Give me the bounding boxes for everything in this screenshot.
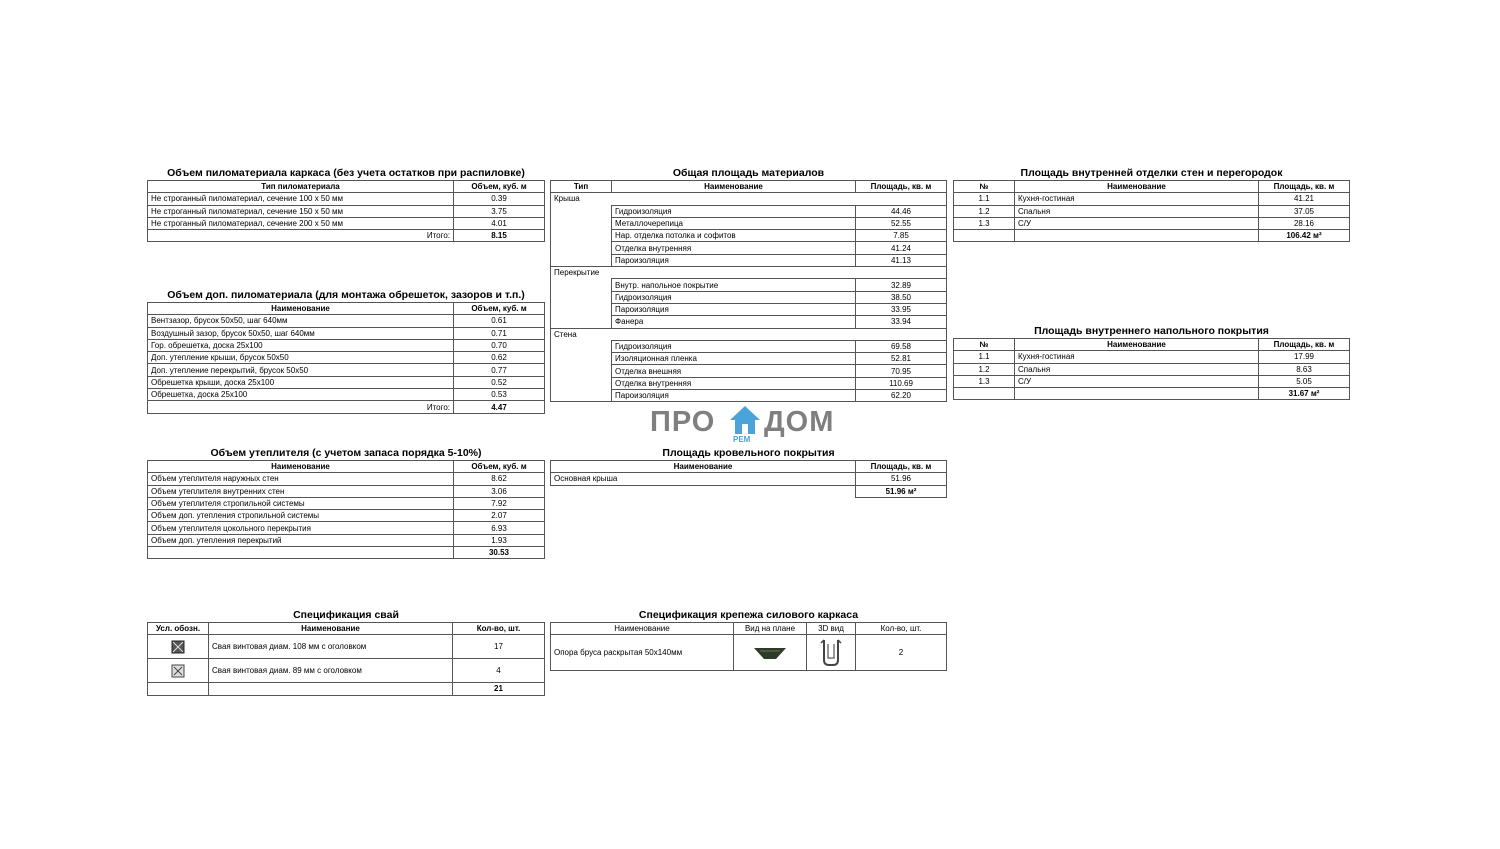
cell-name: Отделка внутренняя: [612, 242, 856, 254]
cell-value: 0.61: [454, 315, 545, 327]
table-row: [954, 205, 1350, 217]
cell-value: 2.07: [454, 510, 545, 522]
lumber-section: [147, 167, 545, 242]
cell-name: Объем доп. утепления перекрытий: [148, 534, 454, 546]
cell-value: 52.55: [856, 217, 947, 229]
cell-value: 0.52: [454, 376, 545, 388]
cell-value: 51.96: [856, 473, 947, 485]
cell-value: 8.63: [1259, 363, 1350, 375]
cell-number: 1.2: [954, 363, 1015, 375]
cell-name: Спальня: [1015, 363, 1259, 375]
total-row: [148, 547, 545, 559]
group-type: Стена: [551, 328, 947, 340]
total-empty-cell: [209, 683, 453, 695]
table-row: [551, 230, 947, 242]
table-row: [954, 193, 1350, 205]
column-header: Площадь, кв. м: [1259, 181, 1350, 193]
table-row: [954, 375, 1350, 387]
table-header-row: [954, 181, 1350, 193]
cell-value: 69.58: [856, 340, 947, 352]
cell-value: 3.06: [454, 485, 545, 497]
cell-value: 110.69: [856, 377, 947, 389]
add-lumber-table: [147, 302, 545, 414]
group-type: Перекрытие: [551, 267, 947, 279]
group-spacer: [551, 217, 612, 229]
total-value: 51.96 м²: [856, 485, 947, 497]
cell-value: 0.62: [454, 352, 545, 364]
group-row: [551, 267, 947, 279]
table-row: [148, 205, 545, 217]
table-header-row: [551, 623, 947, 635]
cell-name: Опора бруса раскрытая 50х140мм: [551, 635, 734, 671]
roof-table: [550, 460, 947, 498]
table-row: [954, 217, 1350, 229]
group-spacer: [551, 353, 612, 365]
cell-name: Воздушный зазор, брусок 50х50, шаг 640мм: [148, 327, 454, 339]
cell-name: Кухня-гостиная: [1015, 193, 1259, 205]
cell-value: 37.05: [1259, 205, 1350, 217]
insulation-title: Объем утеплителя (с учетом запаса порядка 5-10%): [210, 447, 482, 459]
cell-value: 28.16: [1259, 217, 1350, 229]
table-row: [148, 339, 545, 351]
roof-title: Площадь кровельного покрытия: [662, 447, 835, 459]
cell-name: Не строганный пиломатериал, сечение 200 х 50 мм: [148, 217, 454, 229]
piles-table: [147, 622, 545, 696]
cell-value: 7.92: [454, 497, 545, 509]
cell-value: 17.99: [1259, 351, 1350, 363]
column-header: Кол-во, шт.: [856, 623, 947, 635]
table-row: [148, 497, 545, 509]
group-spacer: [551, 340, 612, 352]
table-row: [551, 377, 947, 389]
add-lumber-title: Объем доп. пиломатериала (для монтажа обрешеток, зазоров и т.п.): [167, 289, 525, 301]
table-header-row: [148, 623, 545, 635]
cell-value: 5.05: [1259, 375, 1350, 387]
group-type: Крыша: [551, 193, 947, 205]
fasteners-table: [550, 622, 947, 671]
cell-qty: 2: [856, 635, 947, 671]
group-spacer: [551, 303, 612, 315]
column-header: Наименование: [612, 181, 856, 193]
materials-section: [550, 167, 947, 402]
cell-value: 0.39: [454, 193, 545, 205]
cell-value: 38.50: [856, 291, 947, 303]
cell-name: Объем утеплителя внутренних стен: [148, 485, 454, 497]
column-header: Объем, куб. м: [454, 181, 545, 193]
insulation-table: [147, 460, 545, 559]
cell-value: 4.01: [454, 217, 545, 229]
table-row: [551, 365, 947, 377]
pro-dom-logo: [650, 404, 850, 446]
cell-value: 62.20: [856, 390, 947, 402]
cell-value: 70.95: [856, 365, 947, 377]
total-value: 8.15: [454, 230, 545, 242]
total-row: [551, 485, 947, 497]
table-row: [551, 303, 947, 315]
cell-name: Изоляционная пленка: [612, 353, 856, 365]
table-header-row: [954, 339, 1350, 351]
cell-name: Гидроизоляция: [612, 205, 856, 217]
cell-name: Отделка внутренняя: [612, 377, 856, 389]
bracket-plan-icon: [752, 645, 788, 661]
table-row: [148, 327, 545, 339]
cell-name: Объем утеплителя наружных стен: [148, 473, 454, 485]
total-label: Итого:: [148, 401, 454, 413]
total-value: 30.53: [454, 547, 545, 559]
cell-name: Гор. обрешетка, доска 25х100: [148, 339, 454, 351]
cell-name: Внутр. напольное покрытие: [612, 279, 856, 291]
table-row: [551, 291, 947, 303]
column-header: Наименование: [1015, 339, 1259, 351]
piles-section: [147, 609, 545, 696]
group-spacer: [551, 205, 612, 217]
table-row: [551, 316, 947, 328]
cell-name: Доп. утепление крыши, брусок 50х50: [148, 352, 454, 364]
cell-name: Основная крыша: [551, 473, 856, 485]
table-row: [551, 473, 947, 485]
group-spacer: [551, 377, 612, 389]
total-empty-cell: [551, 485, 856, 497]
cell-name: Спальня: [1015, 205, 1259, 217]
walls-finish-title: Площадь внутренней отделки стен и перегородок: [1020, 167, 1283, 179]
total-empty-cell: [954, 388, 1015, 400]
column-header: Усл. обозн.: [148, 623, 209, 635]
table-row: [551, 635, 947, 671]
cell-name: Не строганный пиломатериал, сечение 150 х 50 мм: [148, 205, 454, 217]
group-spacer: [551, 291, 612, 303]
table-row: [551, 390, 947, 402]
logo-right-text: ДОМ: [764, 406, 835, 438]
floor-cover-title: Площадь внутреннего напольного покрытия: [1034, 325, 1269, 337]
table-row: [551, 205, 947, 217]
total-empty-cell: [148, 547, 454, 559]
cell-name: Отделка внешняя: [612, 365, 856, 377]
piles-title: Спецификация свай: [293, 609, 399, 621]
cell-value: 33.94: [856, 316, 947, 328]
cell-name: Гидроизоляция: [612, 340, 856, 352]
table-row: [148, 510, 545, 522]
cell-name: Пароизоляция: [612, 254, 856, 266]
cell-qty: 4: [453, 659, 545, 683]
column-header: Наименование: [148, 303, 454, 315]
column-header: №: [954, 339, 1015, 351]
cell-number: 1.1: [954, 193, 1015, 205]
table-row: [148, 364, 545, 376]
table-row: [551, 279, 947, 291]
column-header: Тип: [551, 181, 612, 193]
column-header: Площадь, кв. м: [856, 181, 947, 193]
column-header: Наименование: [551, 623, 734, 635]
cell-value: 41.24: [856, 242, 947, 254]
cell-value: 44.46: [856, 205, 947, 217]
table-row: [148, 352, 545, 364]
cell-name: Объем утеплителя цокольного перекрытия: [148, 522, 454, 534]
walls-finish-section: [953, 167, 1350, 242]
pile-89-icon: [171, 664, 185, 678]
cell-name: Вентзазор, брусок 50х50, шаг 640мм: [148, 315, 454, 327]
total-empty-cell: [954, 230, 1015, 242]
total-row: [954, 388, 1350, 400]
cell-symbol: [148, 635, 209, 659]
table-row: [148, 193, 545, 205]
column-header: Наименование: [1015, 181, 1259, 193]
materials-title: Общая площадь материалов: [672, 167, 825, 179]
cell-name: Обрешетка крыши, доска 25х100: [148, 376, 454, 388]
cell-value: 41.13: [856, 254, 947, 266]
lumber-title: Объем пиломатериала каркаса (без учета остатков при распиловке): [167, 167, 525, 179]
cell-name: Пароизоляция: [612, 390, 856, 402]
cell-name: Кухня-гостиная: [1015, 351, 1259, 363]
pile-108-icon: [171, 640, 185, 654]
cell-number: 1.3: [954, 217, 1015, 229]
cell-value: 6.93: [454, 522, 545, 534]
total-value: 31.67 м²: [1259, 388, 1350, 400]
walls-finish-table: [953, 180, 1350, 242]
total-empty-cell: [1015, 388, 1259, 400]
group-spacer: [551, 242, 612, 254]
table-row: [148, 659, 545, 683]
group-spacer: [551, 230, 612, 242]
logo-left-text: ПРО: [650, 406, 716, 438]
cell-qty: 17: [453, 635, 545, 659]
total-empty-cell: [1015, 230, 1259, 242]
cell-name: Гидроизоляция: [612, 291, 856, 303]
table-header-row: [551, 181, 947, 193]
column-header: Кол-во, шт.: [453, 623, 545, 635]
cell-name: Пароизоляция: [612, 303, 856, 315]
table-row: [148, 315, 545, 327]
column-header: Объем, куб. м: [454, 461, 545, 473]
total-value: 21: [453, 683, 545, 695]
table-row: [148, 473, 545, 485]
add-lumber-section: [147, 289, 545, 414]
floor-cover-section: [953, 325, 1350, 400]
column-header: Объем, куб. м: [454, 303, 545, 315]
cell-value: 7.85: [856, 230, 947, 242]
total-row: [148, 683, 545, 695]
cell-name: Доп. утепление перекрытий, брусок 50х50: [148, 364, 454, 376]
cell-plan-view: [734, 635, 807, 671]
cell-name: Объем доп. утепления стропильной системы: [148, 510, 454, 522]
cell-name: Свая винтовая диам. 89 мм с оголовком: [209, 659, 453, 683]
roof-section: [550, 447, 947, 498]
column-header: 3D вид: [807, 623, 856, 635]
cell-value: 41.21: [1259, 193, 1350, 205]
table-row: [148, 376, 545, 388]
total-row: [954, 230, 1350, 242]
cell-number: 1.3: [954, 375, 1015, 387]
column-header: Площадь, кв. м: [1259, 339, 1350, 351]
cell-value: 3.75: [454, 205, 545, 217]
cell-number: 1.2: [954, 205, 1015, 217]
total-value: 4.47: [454, 401, 545, 413]
total-label: Итого:: [148, 230, 454, 242]
fasteners-title: Спецификация крепежа силового каркаса: [638, 609, 859, 621]
column-header: Тип пиломатериала: [148, 181, 454, 193]
cell-value: 1.93: [454, 534, 545, 546]
table-row: [954, 363, 1350, 375]
total-empty-cell: [148, 683, 209, 695]
lumber-table: [147, 180, 545, 242]
group-spacer: [551, 254, 612, 266]
insulation-section: [147, 447, 545, 559]
column-header: Площадь, кв. м: [856, 461, 947, 473]
table-row: [551, 340, 947, 352]
table-row: [551, 217, 947, 229]
cell-name: Свая винтовая диам. 108 мм с оголовком: [209, 635, 453, 659]
table-row: [148, 635, 545, 659]
group-spacer: [551, 316, 612, 328]
table-row: [551, 242, 947, 254]
column-header: Наименование: [209, 623, 453, 635]
column-header: Наименование: [148, 461, 454, 473]
bracket-3d-icon: [820, 638, 842, 668]
group-spacer: [551, 279, 612, 291]
table-row: [148, 389, 545, 401]
table-row: [148, 485, 545, 497]
fasteners-section: [550, 609, 947, 671]
table-header-row: [148, 181, 545, 193]
cell-value: 32.89: [856, 279, 947, 291]
table-header-row: [148, 303, 545, 315]
cell-name: С/У: [1015, 217, 1259, 229]
group-row: [551, 193, 947, 205]
cell-number: 1.1: [954, 351, 1015, 363]
group-spacer: [551, 365, 612, 377]
cell-name: С/У: [1015, 375, 1259, 387]
cell-name: Обрешетка, доска 25х100: [148, 389, 454, 401]
logo-sub-text: РЕМ: [733, 435, 751, 444]
cell-value: 0.77: [454, 364, 545, 376]
total-row: [148, 230, 545, 242]
group-row: [551, 328, 947, 340]
cell-value: 8.62: [454, 473, 545, 485]
cell-3d-view: [807, 635, 856, 671]
table-row: [551, 353, 947, 365]
table-row: [551, 254, 947, 266]
table-row: [148, 217, 545, 229]
total-value: 106.42 м²: [1259, 230, 1350, 242]
table-row: [954, 351, 1350, 363]
cell-value: 52.81: [856, 353, 947, 365]
materials-table: [550, 180, 947, 402]
house-icon: [728, 404, 762, 438]
cell-value: 0.70: [454, 339, 545, 351]
cell-name: Объем утеплителя стропильной системы: [148, 497, 454, 509]
cell-value: 0.71: [454, 327, 545, 339]
cell-name: Фанера: [612, 316, 856, 328]
table-header-row: [551, 461, 947, 473]
cell-value: 33.95: [856, 303, 947, 315]
column-header: №: [954, 181, 1015, 193]
floor-cover-table: [953, 338, 1350, 400]
cell-name: Нар. отделка потолка и софитов: [612, 230, 856, 242]
cell-name: Не строганный пиломатериал, сечение 100 х 50 мм: [148, 193, 454, 205]
table-row: [148, 522, 545, 534]
column-header: Вид на плане: [734, 623, 807, 635]
cell-value: 0.53: [454, 389, 545, 401]
column-header: Наименование: [551, 461, 856, 473]
group-spacer: [551, 390, 612, 402]
total-row: [148, 401, 545, 413]
table-row: [148, 534, 545, 546]
cell-symbol: [148, 659, 209, 683]
table-header-row: [148, 461, 545, 473]
cell-name: Металлочерепица: [612, 217, 856, 229]
